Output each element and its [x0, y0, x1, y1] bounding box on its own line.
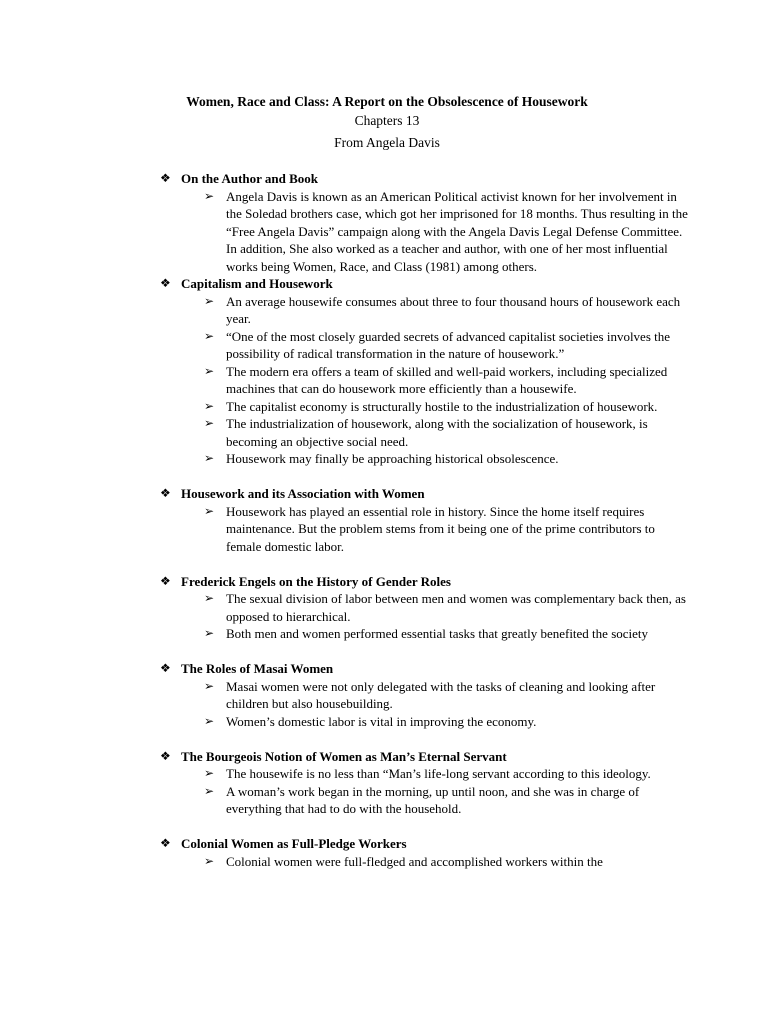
section — [160, 485, 690, 555]
diamond-bullet-icon: ❖ — [160, 486, 171, 500]
list-item — [160, 783, 690, 818]
arrow-bullet-icon: ➢ — [204, 398, 215, 413]
list-item — [160, 398, 690, 416]
section-heading-text: Housework and its Association with Women — [181, 486, 425, 501]
diamond-bullet-icon: ❖ — [160, 836, 171, 850]
arrow-bullet-icon: ➢ — [204, 451, 215, 465]
author-line: From Angela Davis — [334, 135, 440, 150]
list-item-text: The housewife is no less than “Man’s life-long servant according to this ideology. — [226, 766, 651, 781]
diamond-bullet-icon: ❖ — [160, 748, 171, 763]
diamond-bullet-icon: ❖ — [160, 276, 171, 290]
bullet-list — [160, 590, 690, 643]
list-item-text: Angela Davis is known as an American Political activist known for her involvement in the Soledad brothers case, which got her imprisoned for 18 months. Thus resulting in the “Free Angela Davis” campaign along with the Angela Davis Legal Defense Committee. In addition, She also worked as a teacher and author, with one of her most influential works being Women, Race, and Class (1981) among others. — [226, 188, 688, 274]
arrow-bullet-icon: ➢ — [204, 416, 215, 430]
list-item — [160, 765, 690, 783]
arrow-bullet-icon: ➢ — [204, 591, 215, 605]
arrow-bullet-icon: ➢ — [204, 678, 215, 693]
list-item-text: Housework has played an essential role in history. Since the home itself requires maintenance. But the problem stems from it being one of the prime contributors to female domestic labor. — [226, 503, 655, 554]
section-heading-text: Colonial Women as Full-Pledge Workers — [181, 836, 407, 851]
arrow-bullet-icon: ➢ — [204, 503, 215, 518]
arrow-bullet-icon: ➢ — [204, 328, 215, 343]
bullet-list — [160, 853, 690, 871]
list-item — [160, 678, 690, 713]
section-heading — [160, 573, 690, 591]
section-heading — [160, 485, 690, 503]
chapter-label: Chapters 13 — [354, 113, 420, 128]
bullet-list — [160, 188, 690, 276]
list-item — [160, 625, 690, 643]
arrow-bullet-icon: ➢ — [204, 188, 215, 203]
section — [160, 835, 690, 870]
list-item-text: “One of the most closely guarded secrets of advanced capitalist societies involves the possibility of radical transformation in the nature of housework.” — [226, 328, 671, 361]
list-item-text: Masai women were not only delegated with the tasks of cleaning and looking after children but also housebuilding. — [226, 678, 656, 711]
document-title: Women, Race and Class: A Report on the Obsolescence of Housework — [186, 94, 588, 109]
list-item-text: Both men and women performed essential tasks that greatly benefited the society — [226, 626, 649, 641]
arrow-bullet-icon: ➢ — [204, 713, 215, 728]
section-heading-text: The Bourgeois Notion of Women as Man’s Eternal Servant — [181, 748, 507, 764]
list-item — [160, 415, 690, 450]
list-item — [160, 328, 690, 363]
list-item — [160, 503, 690, 556]
section-heading — [160, 275, 690, 293]
list-item-text: Housework may finally be approaching historical obsolescence. — [226, 451, 559, 466]
list-item-text: The sexual division of labor between men and women was complementary back then, as opposed to hierarchical. — [226, 591, 686, 624]
section — [160, 275, 690, 468]
section-heading — [160, 170, 690, 188]
list-item — [160, 293, 690, 328]
arrow-bullet-icon: ➢ — [204, 853, 215, 868]
bullet-list — [160, 765, 690, 818]
list-item-text: The capitalist economy is structurally hostile to the industrialization of housework. — [226, 398, 658, 414]
list-item-text: Colonial women were full-fledged and accomplished workers within the — [226, 853, 603, 869]
document-body — [160, 170, 690, 870]
section — [160, 170, 690, 275]
section-heading — [160, 660, 690, 678]
bullet-list — [160, 678, 690, 731]
list-item-text: Women’s domestic labor is vital in improving the economy. — [226, 713, 537, 729]
arrow-bullet-icon: ➢ — [204, 783, 215, 798]
list-item-text: A woman’s work began in the morning, up until noon, and she was in charge of everything that had to do with the household. — [226, 783, 640, 816]
section-heading — [160, 835, 690, 853]
list-item — [160, 853, 690, 871]
document-header — [0, 93, 768, 154]
section-heading-text: The Roles of Masai Women — [181, 661, 334, 676]
arrow-bullet-icon: ➢ — [204, 626, 215, 640]
section — [160, 573, 690, 643]
list-item — [160, 590, 690, 625]
section-heading-text: On the Author and Book — [181, 171, 319, 186]
list-item-text: The industrialization of housework, along with the socialization of housework, is becoming an objective social need. — [226, 416, 648, 449]
section — [160, 660, 690, 730]
section-heading-text: Frederick Engels on the History of Gender Roles — [181, 573, 451, 589]
list-item-text: An average housewife consumes about three to four thousand hours of housework each year. — [226, 293, 681, 326]
list-item — [160, 363, 690, 398]
arrow-bullet-icon: ➢ — [204, 293, 215, 308]
bullet-list — [160, 293, 690, 468]
diamond-bullet-icon: ❖ — [160, 573, 171, 588]
section — [160, 748, 690, 818]
arrow-bullet-icon: ➢ — [204, 766, 215, 780]
arrow-bullet-icon: ➢ — [204, 363, 215, 378]
list-item — [160, 188, 690, 276]
list-item — [160, 713, 690, 731]
list-item-text: The modern era offers a team of skilled and well-paid workers, including specialized machines that can do housework more efficiently than a housewife. — [226, 363, 668, 396]
diamond-bullet-icon: ❖ — [160, 661, 171, 675]
section-heading — [160, 748, 690, 766]
section-heading-text: Capitalism and Housework — [181, 276, 333, 291]
bullet-list — [160, 503, 690, 556]
list-item — [160, 450, 690, 468]
diamond-bullet-icon: ❖ — [160, 171, 171, 185]
